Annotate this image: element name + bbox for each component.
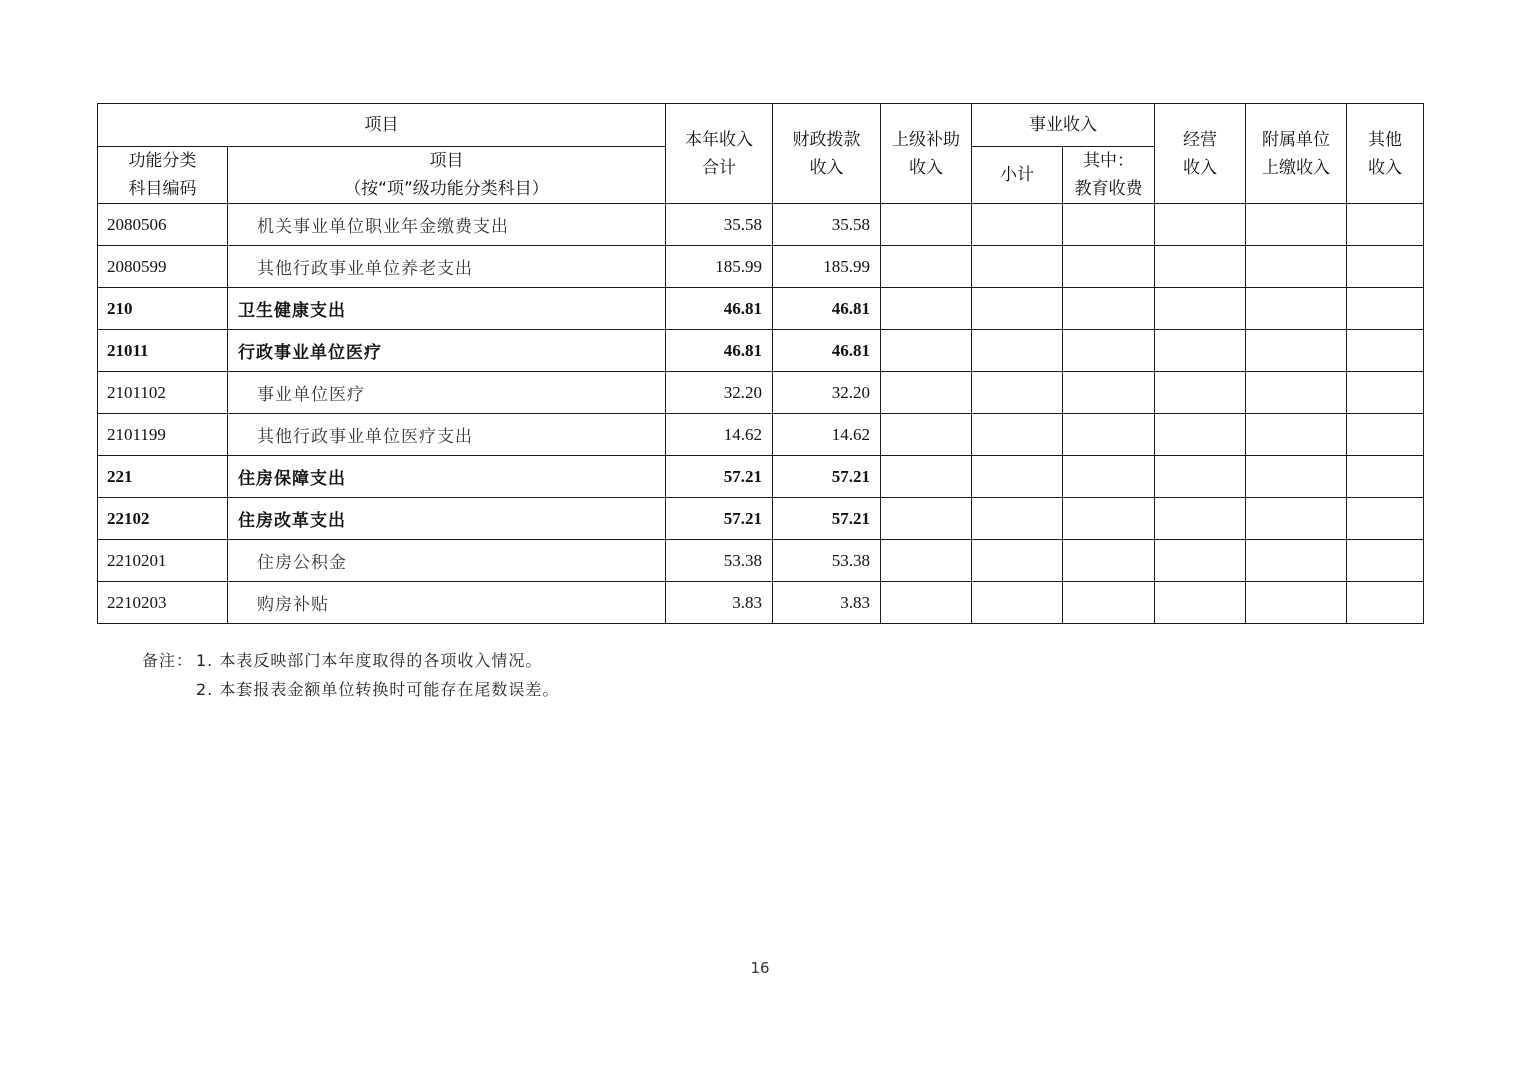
header-total-line-2: 合计 <box>702 157 736 178</box>
header-name-column <box>228 147 666 204</box>
table-row <box>98 330 1424 372</box>
row-total: 14.62 <box>666 414 773 456</box>
row-name: 其他行政事业单位养老支出 <box>228 246 666 288</box>
row-name: 机关事业单位职业年金缴费支出 <box>228 204 666 246</box>
header-business-income-group: 事业收入 <box>972 104 1155 147</box>
row-affiliated <box>1246 246 1347 288</box>
table-row <box>98 498 1424 540</box>
header-total-income <box>666 104 773 204</box>
row-fiscal: 185.99 <box>773 246 881 288</box>
row-other <box>1347 414 1424 456</box>
header-operating-income <box>1155 104 1246 204</box>
row-superior <box>881 204 972 246</box>
row-code: 2080506 <box>98 204 228 246</box>
row-superior <box>881 372 972 414</box>
footnote-item: 2. 本套报表金额单位转换时可能存在尾数误差。 <box>196 680 560 699</box>
row-total: 53.38 <box>666 540 773 582</box>
row-affiliated <box>1246 540 1347 582</box>
row-business-edu <box>1063 288 1155 330</box>
footnote-row-1 <box>142 646 559 675</box>
table-row <box>98 204 1424 246</box>
row-other <box>1347 330 1424 372</box>
header-code-column <box>98 147 228 204</box>
row-business-subtotal <box>972 540 1063 582</box>
row-business-edu <box>1063 414 1155 456</box>
table-row <box>98 540 1424 582</box>
row-code: 2101199 <box>98 414 228 456</box>
row-affiliated <box>1246 456 1347 498</box>
row-total: 57.21 <box>666 456 773 498</box>
footnotes <box>142 646 559 704</box>
row-affiliated <box>1246 288 1347 330</box>
header-fiscal-line-1: 财政拨款 <box>792 129 861 150</box>
header-affiliated-income <box>1246 104 1347 204</box>
row-business-subtotal <box>972 414 1063 456</box>
income-table <box>97 103 1424 624</box>
row-superior <box>881 456 972 498</box>
header-edu-line-1: 其中： <box>1083 151 1134 171</box>
row-business-edu <box>1063 372 1155 414</box>
row-operating <box>1155 204 1246 246</box>
row-business-edu <box>1063 582 1155 624</box>
row-business-edu <box>1063 204 1155 246</box>
row-business-subtotal <box>972 246 1063 288</box>
header-other-line-2: 收入 <box>1368 157 1402 178</box>
row-operating <box>1155 498 1246 540</box>
row-other <box>1347 204 1424 246</box>
row-code: 221 <box>98 456 228 498</box>
row-name: 其他行政事业单位医疗支出 <box>228 414 666 456</box>
header-business-subtotal: 小计 <box>972 147 1063 204</box>
row-superior <box>881 288 972 330</box>
row-code: 2101102 <box>98 372 228 414</box>
row-other <box>1347 456 1424 498</box>
footnote-label: 备注： <box>142 651 194 670</box>
row-total: 185.99 <box>666 246 773 288</box>
row-other <box>1347 288 1424 330</box>
header-fiscal-income <box>773 104 881 204</box>
row-operating <box>1155 456 1246 498</box>
row-operating <box>1155 330 1246 372</box>
header-name-line-2: （按“项”级功能分类科目） <box>344 179 549 199</box>
row-operating <box>1155 372 1246 414</box>
row-operating <box>1155 288 1246 330</box>
row-total: 32.20 <box>666 372 773 414</box>
header-affiliated-line-1: 附属单位 <box>1262 129 1330 150</box>
header-name-line-1: 项目 <box>429 151 464 171</box>
header-business-edu-fee <box>1063 147 1155 204</box>
row-superior <box>881 414 972 456</box>
row-other <box>1347 540 1424 582</box>
row-total: 57.21 <box>666 498 773 540</box>
row-superior <box>881 330 972 372</box>
page-number: 16 <box>750 959 770 977</box>
row-affiliated <box>1246 372 1347 414</box>
row-operating <box>1155 540 1246 582</box>
row-superior <box>881 498 972 540</box>
row-name: 住房保障支出 <box>228 456 666 498</box>
row-fiscal: 57.21 <box>773 498 881 540</box>
row-name: 住房改革支出 <box>228 498 666 540</box>
row-name: 事业单位医疗 <box>228 372 666 414</box>
row-business-subtotal <box>972 582 1063 624</box>
header-edu-line-2: 教育收费 <box>1074 179 1143 199</box>
row-affiliated <box>1246 498 1347 540</box>
table-row <box>98 456 1424 498</box>
row-affiliated <box>1246 582 1347 624</box>
footnote-row-2 <box>142 675 559 704</box>
row-fiscal: 32.20 <box>773 372 881 414</box>
header-other-income <box>1347 104 1424 204</box>
row-code: 210 <box>98 288 228 330</box>
row-business-subtotal <box>972 330 1063 372</box>
header-operating-line-2: 收入 <box>1183 157 1217 178</box>
table-row <box>98 372 1424 414</box>
row-total: 35.58 <box>666 204 773 246</box>
header-total-line-1: 本年收入 <box>685 129 753 150</box>
row-total: 3.83 <box>666 582 773 624</box>
header-code-line-1: 功能分类 <box>128 151 197 171</box>
row-fiscal: 46.81 <box>773 330 881 372</box>
row-business-edu <box>1063 246 1155 288</box>
income-table-container <box>97 103 1423 624</box>
row-name: 卫生健康支出 <box>228 288 666 330</box>
header-project-group: 项目 <box>98 104 666 147</box>
row-name: 住房公积金 <box>228 540 666 582</box>
row-superior <box>881 540 972 582</box>
row-affiliated <box>1246 414 1347 456</box>
row-code: 2210203 <box>98 582 228 624</box>
header-superior-subsidy <box>881 104 972 204</box>
row-business-subtotal <box>972 456 1063 498</box>
row-other <box>1347 582 1424 624</box>
row-superior <box>881 246 972 288</box>
row-code: 22102 <box>98 498 228 540</box>
row-business-subtotal <box>972 204 1063 246</box>
row-other <box>1347 498 1424 540</box>
row-total: 46.81 <box>666 288 773 330</box>
row-other <box>1347 372 1424 414</box>
header-superior-line-1: 上级补助 <box>892 129 960 150</box>
header-superior-line-2: 收入 <box>909 157 943 178</box>
header-affiliated-line-2: 上缴收入 <box>1262 157 1330 178</box>
row-name: 行政事业单位医疗 <box>228 330 666 372</box>
header-code-line-2: 科目编码 <box>128 179 197 199</box>
table-row <box>98 582 1424 624</box>
header-fiscal-line-2: 收入 <box>809 157 844 178</box>
row-affiliated <box>1246 330 1347 372</box>
row-other <box>1347 246 1424 288</box>
row-fiscal: 14.62 <box>773 414 881 456</box>
row-business-edu <box>1063 498 1155 540</box>
row-business-edu <box>1063 330 1155 372</box>
header-operating-line-1: 经营 <box>1183 129 1217 150</box>
row-fiscal: 53.38 <box>773 540 881 582</box>
footnote-item: 1. 本表反映部门本年度取得的各项收入情况。 <box>196 651 543 670</box>
table-row <box>98 288 1424 330</box>
footnote-label-spacer <box>142 675 196 704</box>
row-operating <box>1155 582 1246 624</box>
row-business-subtotal <box>972 288 1063 330</box>
row-code: 2210201 <box>98 540 228 582</box>
row-total: 46.81 <box>666 330 773 372</box>
row-superior <box>881 582 972 624</box>
header-other-line-1: 其他 <box>1368 129 1402 150</box>
row-fiscal: 57.21 <box>773 456 881 498</box>
row-operating <box>1155 414 1246 456</box>
row-business-edu <box>1063 456 1155 498</box>
table-row <box>98 414 1424 456</box>
row-fiscal: 3.83 <box>773 582 881 624</box>
row-business-subtotal <box>972 498 1063 540</box>
row-fiscal: 46.81 <box>773 288 881 330</box>
row-code: 21011 <box>98 330 228 372</box>
row-business-subtotal <box>972 372 1063 414</box>
row-business-edu <box>1063 540 1155 582</box>
row-operating <box>1155 246 1246 288</box>
row-code: 2080599 <box>98 246 228 288</box>
row-fiscal: 35.58 <box>773 204 881 246</box>
row-affiliated <box>1246 204 1347 246</box>
table-row <box>98 246 1424 288</box>
row-name: 购房补贴 <box>228 582 666 624</box>
